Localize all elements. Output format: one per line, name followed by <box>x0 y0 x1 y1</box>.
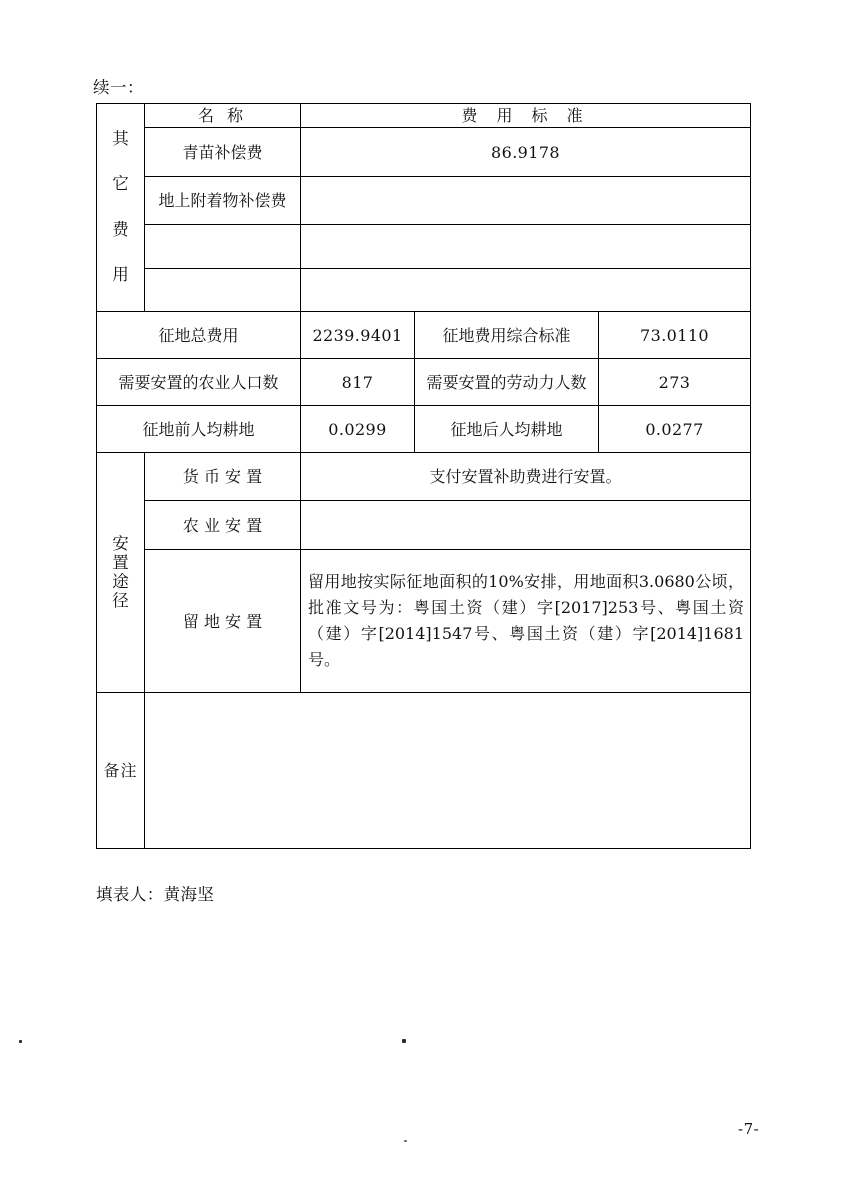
land-acquisition-table <box>96 103 751 849</box>
resettlement-name-2: 留 地 安 置 <box>145 550 301 693</box>
resettlement-row-label <box>97 453 145 693</box>
summary-label-right-2: 征地后人均耕地 <box>415 406 599 453</box>
resettlement-content-2: 留用地按实际征地面积的10%安排，用地面积3.0680公顷，批准文号为：粤国土资（建）字[2017]253号、粤国土资（建）字[2014]1547号、粤国土资（建）字[2014]1681号。 <box>301 550 751 693</box>
summary-value-left-0: 2239.9401 <box>301 312 415 359</box>
fee-value-2 <box>301 225 751 269</box>
fee-value-0: 86.9178 <box>301 128 751 177</box>
summary-value-right-0: 73.0110 <box>599 312 751 359</box>
column-header-standard: 费 用 标 准 <box>301 104 751 128</box>
table-row-fee-2 <box>97 225 751 269</box>
filled-by-text: 填表人：黄海坚 <box>96 885 215 904</box>
resettlement-name-0: 货 币 安 置 <box>145 453 301 501</box>
fee-name-1: 地上附着物补偿费 <box>145 177 301 225</box>
land-acquisition-table-wrapper <box>96 103 750 849</box>
resettlement-content-0: 支付安置补助费进行安置。 <box>301 453 751 501</box>
summary-label-left-2: 征地前人均耕地 <box>97 406 301 453</box>
summary-label-right-0: 征地费用综合标准 <box>415 312 599 359</box>
other-fees-label-char-3: 用 <box>112 264 129 284</box>
remarks-label: 备注 <box>97 693 145 849</box>
remarks-content <box>145 693 751 849</box>
column-header-name: 名 称 <box>145 104 301 128</box>
resettlement-label-char-0: 安 <box>112 533 129 553</box>
resettlement-label-char-1: 置 <box>112 552 129 572</box>
resettlement-name-1: 农 业 安 置 <box>145 501 301 550</box>
scan-speckle <box>404 1140 407 1142</box>
scan-speckle <box>402 1039 406 1043</box>
summary-value-right-2: 0.0277 <box>599 406 751 453</box>
fee-name-2 <box>145 225 301 269</box>
table-row-resettlement-1 <box>97 501 751 550</box>
table-row-summary-1 <box>97 359 751 406</box>
fee-value-3 <box>301 269 751 312</box>
resettlement-content-1 <box>301 501 751 550</box>
scan-speckle <box>19 1040 22 1043</box>
resettlement-label-char-2: 途 <box>112 571 129 591</box>
summary-label-left-1: 需要安置的农业人口数 <box>97 359 301 406</box>
table-row-resettlement-0 <box>97 453 751 501</box>
table-row-summary-0 <box>97 312 751 359</box>
fee-name-3 <box>145 269 301 312</box>
other-fees-label-char-2: 费 <box>112 219 129 239</box>
summary-value-left-2: 0.0299 <box>301 406 415 453</box>
table-row-fee-1 <box>97 177 751 225</box>
summary-label-right-1: 需要安置的劳动力人数 <box>415 359 599 406</box>
fee-name-0: 青苗补偿费 <box>145 128 301 177</box>
table-row-remarks <box>97 693 751 849</box>
other-fees-label-char-0: 其 <box>112 129 129 149</box>
continuation-label: 续一： <box>93 78 144 97</box>
other-fees-row-label <box>97 104 145 312</box>
table-row-fee-3 <box>97 269 751 312</box>
table-row-resettlement-2 <box>97 550 751 693</box>
summary-label-left-0: 征地总费用 <box>97 312 301 359</box>
table-row-other-fees-header <box>97 104 751 128</box>
table-row-summary-2 <box>97 406 751 453</box>
page-number: -7- <box>738 1120 760 1138</box>
resettlement-label-char-3: 径 <box>112 590 129 610</box>
table-row-fee-0 <box>97 128 751 177</box>
fee-value-1 <box>301 177 751 225</box>
summary-value-left-1: 817 <box>301 359 415 406</box>
summary-value-right-1: 273 <box>599 359 751 406</box>
other-fees-label-char-1: 它 <box>112 174 129 194</box>
